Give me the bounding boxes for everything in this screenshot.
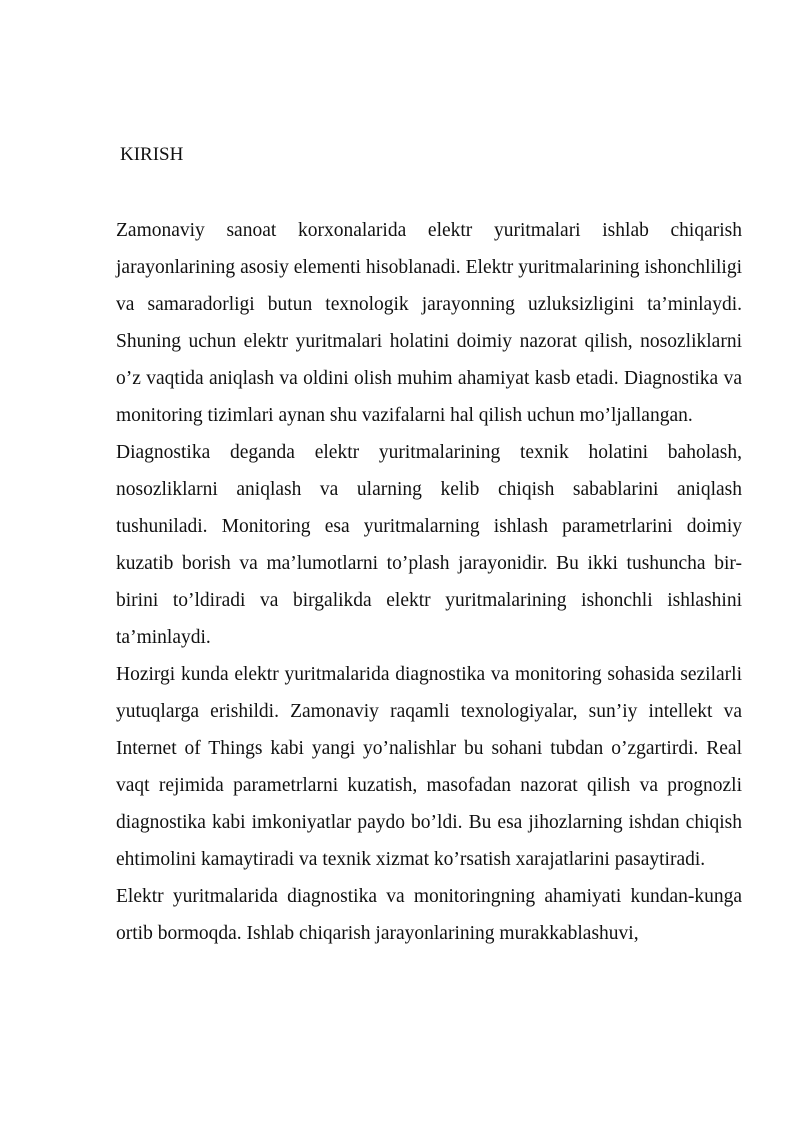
paragraph-1: Zamonaviy sanoat korxonalarida elektr yuritmalari ishlab chiqarish jarayonlarining asosiy elementi hisoblanadi. Elektr yuritmalarining ishonchliligi va samaradorligi butun texnologik jarayonning uzluksizligini ta’minlaydi. Shuning uchun elektr yuritmalari holatini doimiy nazorat qilish, nosozliklarni o’z vaqtida aniqlash va oldini olish muhim ahamiyat kasb etadi. Diagnostika va monitoring tizimlari aynan shu vazifalarni hal qilish uchun mo’ljallangan. [116,220,742,426]
paragraph-3: Hozirgi kunda elektr yuritmalarida diagnostika va monitoring sohasida sezilarli yutuqlarga erishildi. Zamonaviy raqamli texnologiyalar, sun’iy intellekt va Internet of Things kabi yangi yo’nalishlar bu sohani tubdan o’zgartirdi. Real vaqt rejimida parametrlarni kuzatish, masofadan nazorat qilish va prognozli diagnostika kabi imkoniyatlar paydo bo’ldi. Bu esa jihozlarning ishdan chiqish ehtimolini kamaytiradi va texnik xizmat ko’rsatish xarajatlarini pasaytiradi. [116,664,742,870]
paragraph-2: Diagnostika deganda elektr yuritmalarining texnik holatini baholash, nosozliklarni aniqlash va ularning kelib chiqish sabablarini aniqlash tushuniladi. Monitoring esa yuritmalarning ishlash parametrlarini doimiy kuzatib borish va ma’lumotlarni to’plash jarayonidir. Bu ikki tushuncha bir-birini to’ldiradi va birgalikda elektr yuritmalarining ishonchli ishlashini ta’minlaydi. [116,442,742,648]
section-heading: KIRISH [120,144,184,165]
paragraph-4: Elektr yuritmalarida diagnostika va monitoringning ahamiyati kundan-kunga ortib bormoqda. Ishlab chiqarish jarayonlarining murakkablashuvi, [116,886,742,944]
body-text [116,212,742,952]
